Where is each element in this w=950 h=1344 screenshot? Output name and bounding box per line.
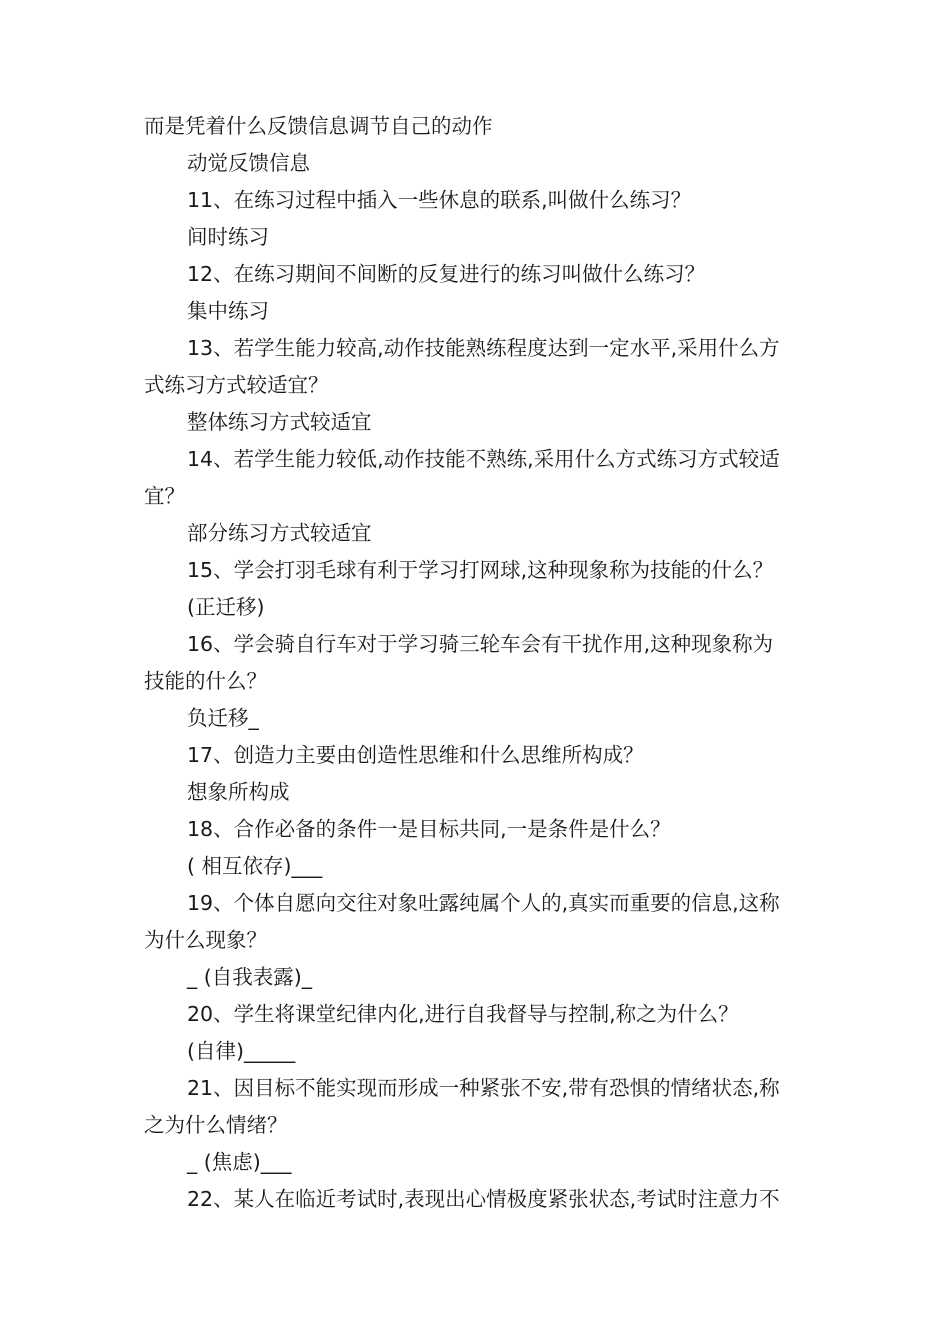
text-line: 负迁移_ [187,706,259,730]
text-line: 技能的什么？ [144,669,267,693]
text-line: (自律)_____ [187,1039,296,1063]
text-line: 11、在练习过程中插入一些休息的联系,叫做什么练习？ [187,188,692,212]
text-line: 间时练习 [187,225,269,249]
text-line: 15、学会打羽毛球有利于学习打网球,这种现象称为技能的什么？ [187,558,774,582]
text-line: 部分练习方式较适宜 [187,521,372,545]
text-line: 集中练习 [187,299,269,323]
text-line: 20、学生将课堂纪律内化,进行自我督导与控制,称之为什么？ [187,1002,739,1026]
text-line: 想象所构成 [187,780,290,804]
text-line: 13、若学生能力较高,动作技能熟练程度达到一定水平,采用什么方 [187,336,780,360]
text-line: ( 相互依存)___ [187,854,323,878]
document-body [144,108,810,1218]
text-line: 16、学会骑自行车对于学习骑三轮车会有干扰作用,这种现象称为 [187,632,774,656]
text-line: 宜？ [144,484,185,508]
text-line: (正迁移) [187,595,265,619]
text-line: 之为什么情绪？ [144,1113,288,1137]
text-line: 18、合作必备的条件一是目标共同,一是条件是什么？ [187,817,671,841]
text-line: 17、创造力主要由创造性思维和什么思维所构成？ [187,743,644,767]
text-line: 而是凭着什么反馈信息调节自己的动作 [144,114,493,138]
text-line: 12、在练习期间不间断的反复进行的练习叫做什么练习？ [187,262,706,286]
text-line: 14、若学生能力较低,动作技能不熟练,采用什么方式练习方式较适 [187,447,780,471]
text-line: 动觉反馈信息 [187,151,310,175]
text-line: 为什么现象？ [144,928,267,952]
text-line: _ (自我表露)_ [187,965,313,989]
text-line: 整体练习方式较适宜 [187,410,372,434]
text-line: 式练习方式较适宜？ [144,373,329,397]
text-line: _ (焦虑)___ [187,1150,292,1174]
text-line: 21、因目标不能实现而形成一种紧张不安,带有恐惧的情绪状态,称 [187,1076,780,1100]
text-line: 19、个体自愿向交往对象吐露纯属个人的,真实而重要的信息,这称 [187,891,780,915]
text-line: 22、某人在临近考试时,表现出心情极度紧张状态,考试时注意力不 [187,1187,780,1211]
